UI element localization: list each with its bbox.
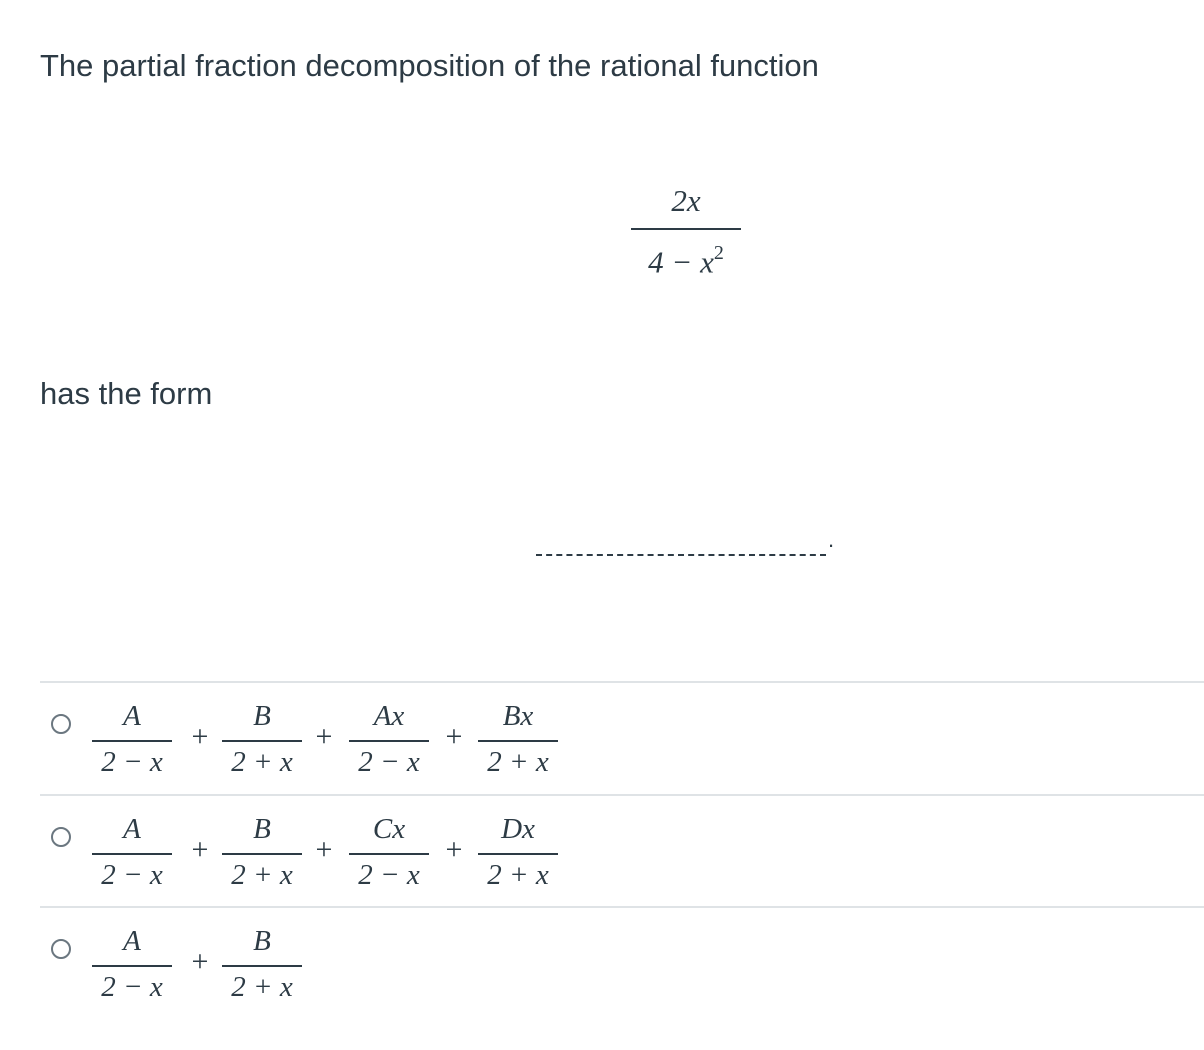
term-denominator: 2 + x [231,971,293,1003]
term-denominator: 2 − x [358,859,420,891]
radio-button-2[interactable] [51,827,71,847]
term-denominator: 2 − x [358,746,420,778]
blank-period: . [828,527,835,552]
plus-sign: + [191,833,209,866]
term-bar [349,740,429,742]
term-denominator: 2 + x [487,859,549,891]
term-denominator: 2 + x [231,859,293,891]
plus-sign: + [191,720,209,753]
term-denominator: 2 + x [231,746,293,778]
answer-option-3[interactable] [40,906,1204,1020]
denominator-base: 4 − x [648,244,714,280]
term-numerator: Dx [501,813,535,845]
term-bar [92,853,172,855]
term-bar [222,853,302,855]
term-numerator: A [123,700,141,732]
radio-button-1[interactable] [51,714,71,734]
term-denominator: 2 − x [101,746,163,778]
term-denominator: 2 + x [487,746,549,778]
term-bar [222,965,302,967]
term-numerator: B [253,925,271,957]
term-bar [478,853,558,855]
plus-sign: + [191,945,209,978]
term-bar [92,965,172,967]
term-bar [478,740,558,742]
term-numerator: Ax [373,700,405,732]
term-bar [222,740,302,742]
function-denominator [631,236,741,281]
term-numerator: B [253,813,271,845]
term-denominator: 2 − x [101,859,163,891]
question-continuation: has the form [40,376,213,411]
plus-sign: + [315,833,333,866]
question-intro: The partial fraction decomposition of the rational function [40,48,819,83]
term-bar [92,740,172,742]
term-numerator: B [253,700,271,732]
term-bar [349,853,429,855]
answer-blank [536,540,826,556]
answer-option-1[interactable] [40,681,1204,795]
denominator-exponent: 2 [713,242,724,264]
function-numerator: 2x [671,183,701,218]
term-numerator: Bx [502,700,534,732]
fraction-bar [631,228,741,230]
plus-sign: + [445,720,463,753]
term-numerator: A [123,813,141,845]
radio-button-3[interactable] [51,939,71,959]
term-numerator: A [123,925,141,957]
term-denominator: 2 − x [101,971,163,1003]
rational-function [631,182,741,282]
plus-sign: + [315,720,333,753]
term-numerator: Cx [372,813,406,845]
plus-sign: + [445,833,463,866]
answer-option-2[interactable] [40,794,1204,908]
